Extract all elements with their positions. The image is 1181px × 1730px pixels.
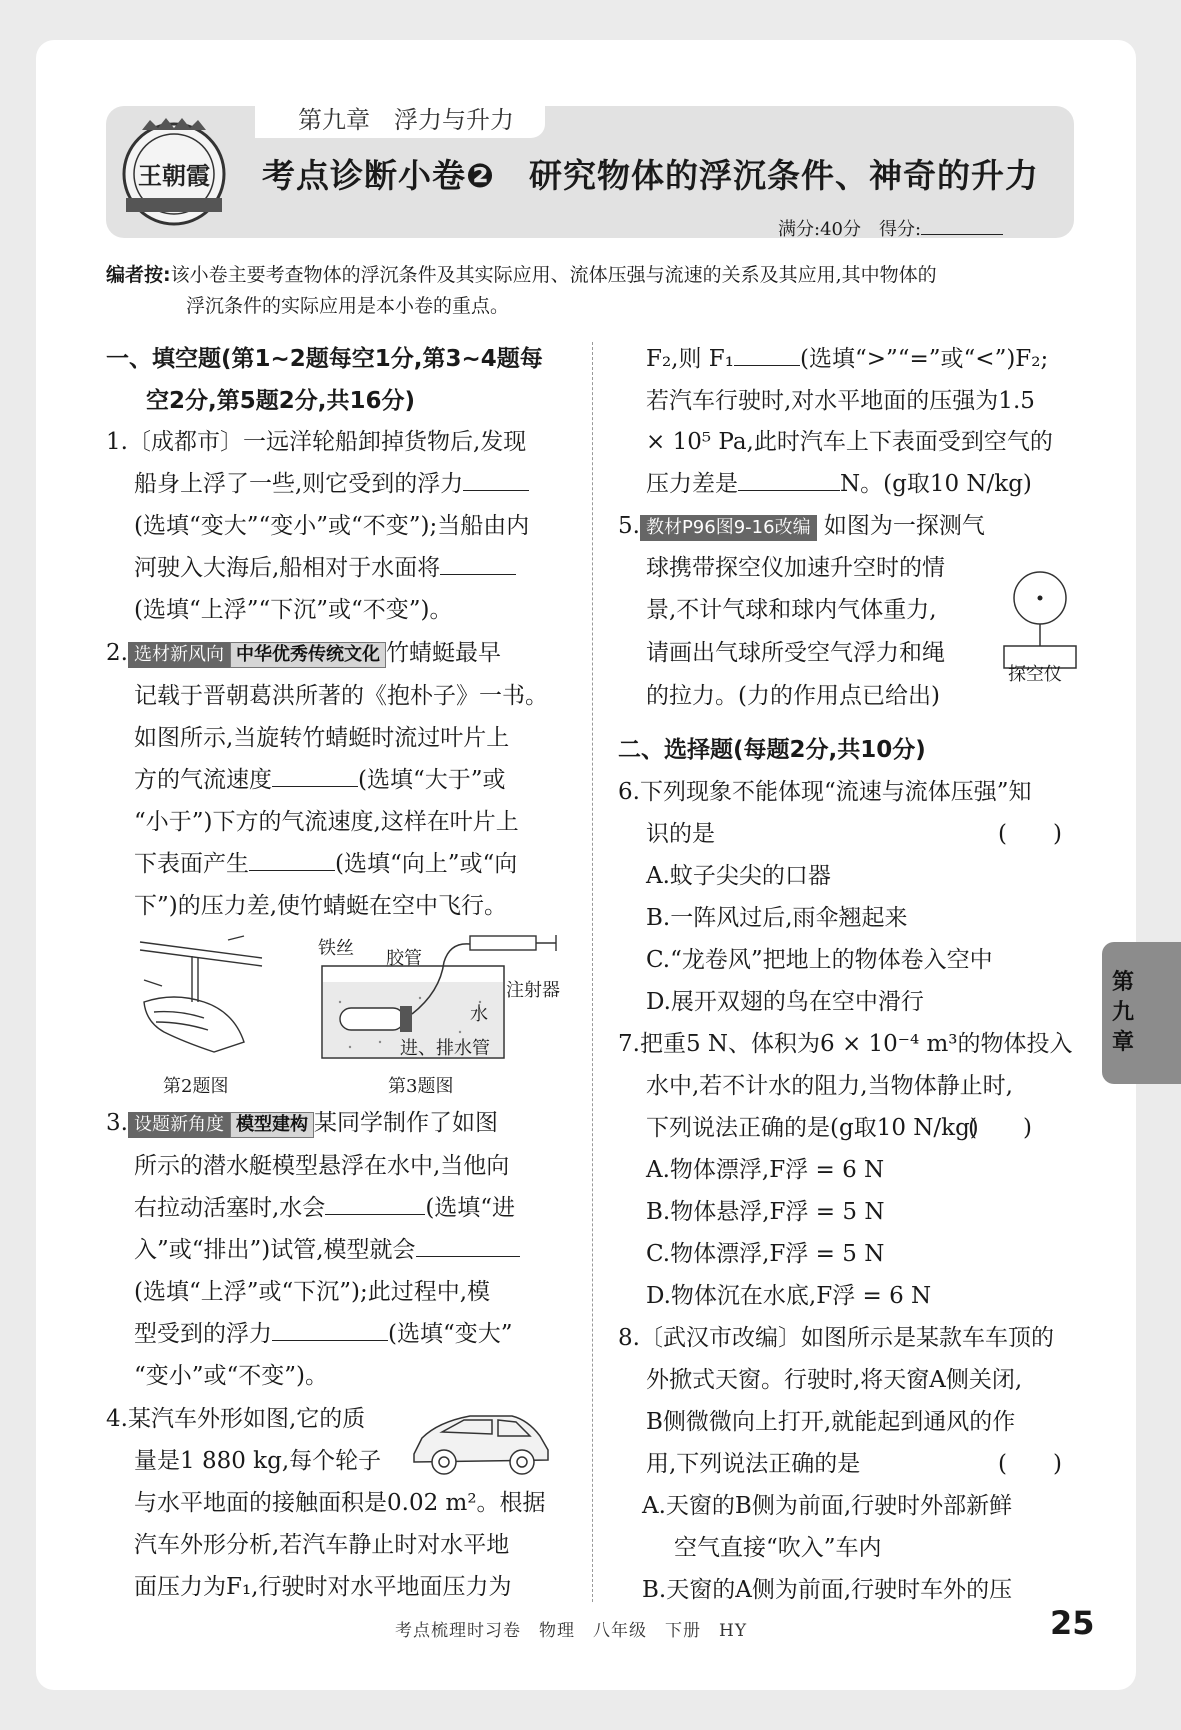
editor-note: 编者按:该小卷主要考查物体的浮沉条件及其实际应用、流体压强与流速的关系及其应用,其中物体的 浮沉条件的实际应用是本小卷的重点。 <box>106 264 937 317</box>
bamboo-dragonfly-figure <box>134 932 270 1058</box>
q2-line5: “小于”)下方的气流速度,这样在叶片上 <box>134 809 519 835</box>
q6-option-a[interactable]: A.蚊子尖尖的口器 <box>646 863 831 889</box>
q8-line4: 用,下列说法正确的是 <box>646 1451 861 1477</box>
q3-blank2[interactable] <box>416 1234 520 1257</box>
footer-text: 考点梳理时习卷 物理 八年级 下册 HY <box>395 1621 748 1641</box>
q4-line3: 与水平地面的接触面积是0.02 m²。根据 <box>134 1490 546 1516</box>
q3-blank3[interactable] <box>272 1318 388 1341</box>
page-title: 考点诊断小卷❷ 研究物体的浮沉条件、神奇的升力 <box>262 156 1039 195</box>
label-tube: 胶管 <box>386 948 422 969</box>
q8-line2: 外掀式天窗。行驶时,将天窗A侧关闭, <box>646 1367 1023 1393</box>
tag-culture: 中华优秀传统文化 <box>230 642 386 668</box>
car-figure <box>408 1402 554 1482</box>
q7-option-c[interactable]: C.物体漂浮,F浮 = 5 N <box>646 1241 885 1267</box>
q5-line3: 景,不计气球和球内气体重力, <box>646 597 937 623</box>
label-water: 水 <box>470 1004 488 1025</box>
label-inout-pipe: 进、排水管 <box>400 1038 490 1059</box>
section1-heading-line2: 空2分,第5题2分,共16分) <box>146 388 416 414</box>
q4-right-line1: F₂,则 F₁ (选填“>”“=”或“<”)F₂; <box>646 338 1048 380</box>
q6-line1: 6.下列现象不能体现“流速与流体压强”知 <box>618 779 1032 805</box>
q8-line3: B侧微微向上打开,就能起到通风的作 <box>646 1409 1016 1435</box>
q7-line2: 水中,若不计水的阻力,当物体静止时, <box>646 1073 1013 1099</box>
q3-line4: 入”或“排出”)试管,模型就会 <box>134 1229 520 1271</box>
q6-line2: 识的是 <box>646 821 715 847</box>
q1-blank1[interactable] <box>463 468 529 491</box>
q6-option-d[interactable]: D.展开双翅的鸟在空中滑行 <box>646 989 924 1015</box>
q1-line4: 河驶入大海后,船相对于水面将 <box>134 547 516 589</box>
tag-new-material: 选材新风向 <box>128 642 230 668</box>
score-blank[interactable] <box>921 212 1003 235</box>
tag-model: 模型建构 <box>230 1112 314 1138</box>
label-probe: 探空仪 <box>1008 664 1062 685</box>
q8-option-a-line1[interactable]: A.天窗的B侧为前面,行驶时外部新鲜 <box>642 1493 1013 1519</box>
q7-answer-paren[interactable]: ( ) <box>968 1115 1032 1141</box>
balloon-figure <box>1000 570 1080 670</box>
q1-blank2[interactable] <box>440 552 516 575</box>
score-line: 满分:40分 得分: <box>778 212 1003 241</box>
q8-answer-paren[interactable]: ( ) <box>998 1451 1062 1477</box>
figure3-caption: 第3题图 <box>388 1076 454 1097</box>
q1-line1: 1.〔成都市〕一远洋轮船卸掉货物后,发现 <box>106 429 527 455</box>
q4-right-line4: 压力差是 N。(g取10 N/kg) <box>646 463 1032 505</box>
chapter-side-tab-label: 第九章 <box>1112 970 1135 1055</box>
q5-line1: 5. 教材P96图9-16改编 如图为一探测气 <box>618 513 985 539</box>
q4-line1: 4.某汽车外形如图,它的质 <box>106 1406 366 1432</box>
q3-line6: 型受到的浮力 (选填“变大” <box>134 1313 513 1355</box>
q4-blank1[interactable] <box>734 343 800 366</box>
q4-line5: 面压力为F₁,行驶时对水平地面压力为 <box>134 1574 512 1600</box>
q8-option-b-line1[interactable]: B.天窗的A侧为前面,行驶时车外的压 <box>642 1577 1013 1603</box>
svg-text:王朝霞: 王朝霞 <box>138 161 210 190</box>
q7-line3: 下列说法正确的是(g取10 N/kg) <box>646 1115 979 1141</box>
q2-line2: 记载于晋朝葛洪所著的《抱朴子》一书。 <box>134 683 548 709</box>
q3-line3: 右拉动活塞时,水会 (选填“进 <box>134 1187 515 1229</box>
q3-blank1[interactable] <box>325 1192 425 1215</box>
tag-textbook: 教材P96图9-16改编 <box>640 515 817 541</box>
q7-line1: 7.把重5 N、体积为6 × 10⁻⁴ m³的物体投入 <box>618 1031 1073 1057</box>
chapter-title: 第九章 浮力与升力 <box>298 106 514 134</box>
q5-line4: 请画出气球所受空气浮力和绳 <box>646 640 945 666</box>
q6-option-c[interactable]: C.“龙卷风”把地上的物体卷入空中 <box>646 947 993 973</box>
figure2-caption: 第2题图 <box>163 1076 229 1097</box>
tag-new-angle: 设题新角度 <box>128 1112 230 1138</box>
q6-option-b[interactable]: B.一阵风过后,雨伞翘起来 <box>646 905 908 931</box>
q7-option-a[interactable]: A.物体漂浮,F浮 = 6 N <box>646 1157 885 1183</box>
q4-blank2[interactable] <box>738 468 840 491</box>
q2-line6: 下表面产生 (选填“向上”或“向 <box>134 843 517 885</box>
page-number: 25 <box>1050 1604 1095 1642</box>
logo-seal-icon <box>112 112 236 232</box>
q2-blank1[interactable] <box>272 764 358 787</box>
q8-option-a-line2[interactable]: 空气直接“吹入”车内 <box>674 1535 882 1561</box>
q1-line5: (选填“上浮”“下沉”或“不变”)。 <box>134 597 453 623</box>
column-divider <box>592 342 593 1602</box>
section1-heading-line1: 一、填空题(第1~2题每空1分,第3~4题每 <box>106 346 543 372</box>
q4-right-line2: 若汽车行驶时,对水平地面的压强为1.5 <box>646 388 1035 414</box>
q7-option-b[interactable]: B.物体悬浮,F浮 = 5 N <box>646 1199 885 1225</box>
q1-line3: (选填“变大”“变小”或“不变”);当船由内 <box>134 513 530 539</box>
q3-line5: (选填“上浮”或“下沉”);此过程中,模 <box>134 1279 491 1305</box>
label-wire: 铁丝 <box>318 938 354 959</box>
q4-right-line3: × 10⁵ Pa,此时汽车上下表面受到空气的 <box>646 429 1053 455</box>
label-syringe: 注射器 <box>506 980 560 1001</box>
q8-line1: 8.〔武汉市改编〕如图所示是某款车车顶的 <box>618 1325 1054 1351</box>
q3-line7: “变小”或“不变”)。 <box>134 1363 329 1389</box>
q3-line2: 所示的潜水艇模型悬浮在水中,当他向 <box>134 1153 510 1179</box>
q2-line1: 2. 选材新风向 中华优秀传统文化 竹蜻蜓最早 <box>106 640 501 666</box>
q4-line2: 量是1 880 kg,每个轮子 <box>134 1448 382 1474</box>
q3-line1: 3. 设题新角度 模型建构 某同学制作了如图 <box>106 1110 498 1136</box>
q1-line2: 船身上浮了一些,则它受到的浮力 <box>134 463 529 505</box>
q5-line2: 球携带探空仪加速升空时的情 <box>646 555 945 581</box>
q4-line4: 汽车外形分析,若汽车静止时对水平地 <box>134 1532 510 1558</box>
section2-heading: 二、选择题(每题2分,共10分) <box>618 737 926 763</box>
q2-line7: 下”)的压力差,使竹蜻蜓在空中飞行。 <box>134 893 508 919</box>
q2-line3: 如图所示,当旋转竹蜻蜓时流过叶片上 <box>134 725 510 751</box>
q6-answer-paren[interactable]: ( ) <box>998 821 1062 847</box>
q7-option-d[interactable]: D.物体沉在水底,F浮 = 6 N <box>646 1283 932 1309</box>
q2-blank2[interactable] <box>249 848 335 871</box>
q2-line4: 方的气流速度 (选填“大于”或 <box>134 759 506 801</box>
q5-line5: 的拉力。(力的作用点已给出) <box>646 683 940 709</box>
